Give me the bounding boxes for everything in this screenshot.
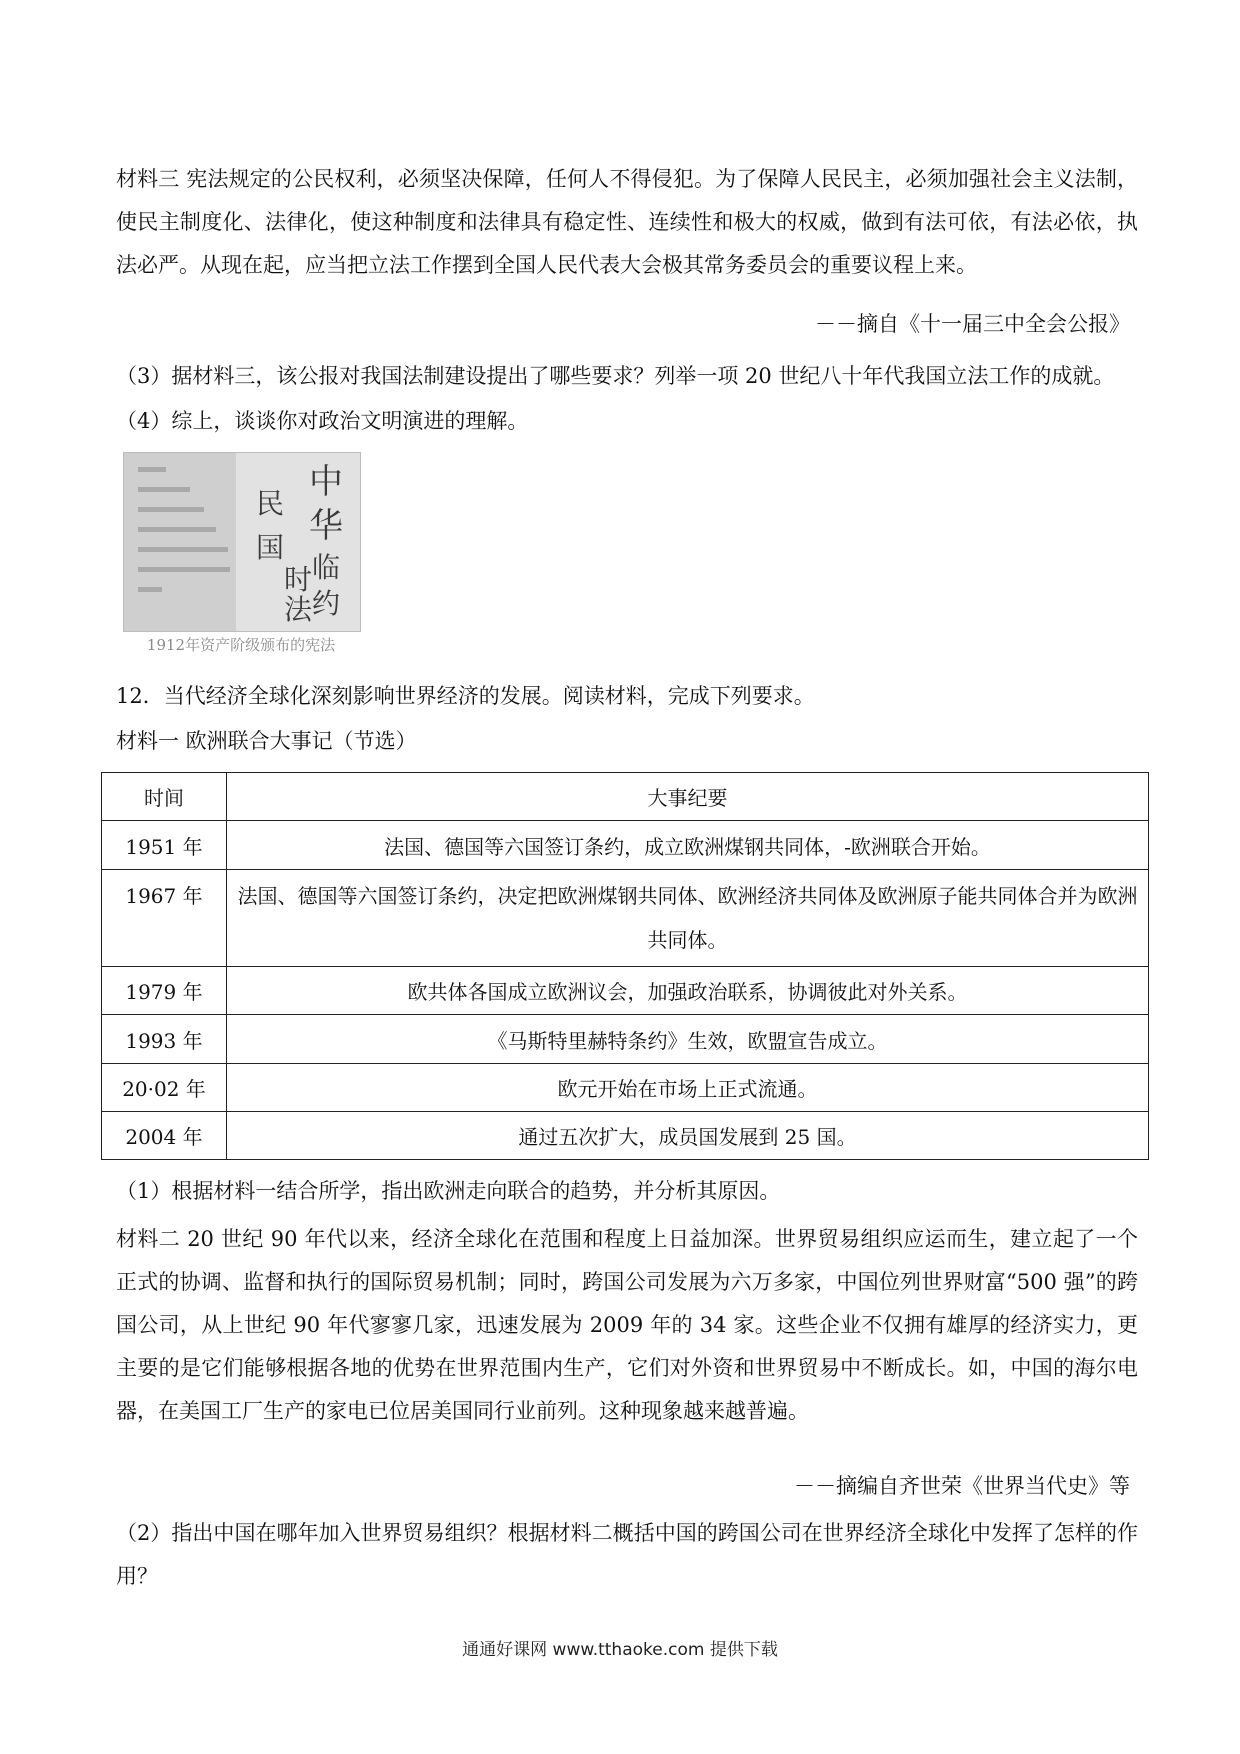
constitution-cover-image: [123, 452, 361, 632]
calligraphy-title: [236, 453, 360, 631]
cover-char: 华: [309, 506, 343, 546]
cover-char: 国: [255, 531, 285, 564]
footer-watermark: 通通好课网 www.tthaoke.com 提供下载: [462, 1640, 778, 1660]
cover-text-columns: [124, 453, 236, 631]
cover-char: 中: [309, 462, 343, 502]
question-11-part-4: （4）综上，谈谈你对政治文明演进的理解。: [116, 409, 529, 433]
eu-events-table: [101, 772, 1149, 1160]
table-row: [102, 967, 1149, 1015]
table-row: [102, 1064, 1149, 1112]
question-12-stem: 12．当代经济全球化深刻影响世界经济的发展。阅读材料，完成下列要求。: [116, 684, 815, 708]
row-year: 20·02 年: [102, 1064, 227, 1112]
cover-char: 法: [283, 593, 313, 626]
row-year: 1993 年: [102, 1015, 227, 1064]
question-12-part-2: （2）指出中国在哪年加入世界贸易组织？根据材料二概括中国的跨国公司在世界经济全球化中发挥了怎样的作用？: [116, 1521, 1138, 1588]
row-event: 《马斯特里赫特条约》生效，欧盟宣告成立。: [227, 1015, 1149, 1064]
row-event: 通过五次扩大，成员国发展到 25 国。: [227, 1112, 1149, 1160]
row-year: 2004 年: [102, 1112, 227, 1160]
cover-char: 约: [311, 587, 341, 620]
row-event: 法国、德国等六国签订条约，决定把欧洲煤钢共同体、欧洲经济共同体及欧洲原子能共同体合并为欧洲共同体。: [227, 870, 1149, 967]
constitution-photo: [118, 452, 364, 656]
material-three-text: 材料三 宪法规定的公民权利，必须坚决保障，任何人不得侵犯。为了保障人民民主，必须加强社会主义法制，使民主制度化、法律化，使这种制度和法律具有稳定性、连续性和极大的权威，做到有法可依，有法必依，执法必严。从现在起，应当把立法工作摆到全国人民代表大会极其常务委员会的重要议程上来。: [116, 167, 1138, 277]
table-row: [102, 870, 1149, 967]
row-year: 1951 年: [102, 821, 227, 870]
cover-calligraphy: [236, 453, 360, 631]
header-time: 时间: [102, 773, 227, 821]
question-12-part-1: （1）根据材料一结合所学，指出欧洲走向联合的趋势，并分析其原因。: [116, 1179, 781, 1203]
cover-char: 临: [311, 551, 341, 584]
table-header-row: [102, 773, 1149, 821]
cover-char: 民: [255, 487, 285, 520]
row-event: 法国、德国等六国签订条约，成立欧洲煤钢共同体，-欧洲联合开始。: [227, 821, 1149, 870]
question-11-part-3: （3）据材料三，该公报对我国法制建设提出了哪些要求？列举一项 20 世纪八十年代我国立法工作的成就。: [116, 364, 1115, 388]
table-row: [102, 1112, 1149, 1160]
material-three-source: －－摘自《十一届三中全会公报》: [815, 312, 1130, 336]
material-two-source: －－摘编自齐世荣《世界当代史》等: [794, 1474, 1130, 1498]
row-event: 欧元开始在市场上正式流通。: [227, 1064, 1149, 1112]
photo-caption: 1912年资产阶级颁布的宪法: [146, 636, 336, 654]
table-row: [102, 821, 1149, 870]
material-one-title: 材料一 欧洲联合大事记（节选）: [116, 729, 417, 753]
row-year: 1979 年: [102, 967, 227, 1015]
table-row: [102, 1015, 1149, 1064]
cover-char: 时: [283, 563, 313, 596]
header-event: 大事纪要: [227, 773, 1149, 821]
material-two-text: 材料二 20 世纪 90 年代以来，经济全球化在范围和程度上日益加深。世界贸易组织应运而生，建立起了一个正式的协调、监督和执行的国际贸易机制；同时，跨国公司发展为六万多家，中国位列世界财富“500 强”的跨国公司，从上世纪 90 年代寥寥几家，迅速发展为 2009 年的 34 家。这些企业不仅拥有雄厚的经济实力，更主要的是它们能够根据各地的优势在世界范围内生产，它们对外资和世界贸易中不断成长。如，中国的海尔电器，在美国工厂生产的家电已位居美国同行业前列。这种现象越来越普遍。: [116, 1227, 1138, 1423]
row-year: 1967 年: [102, 870, 227, 967]
row-event: 欧共体各国成立欧洲议会，加强政治联系，协调彼此对外关系。: [227, 967, 1149, 1015]
